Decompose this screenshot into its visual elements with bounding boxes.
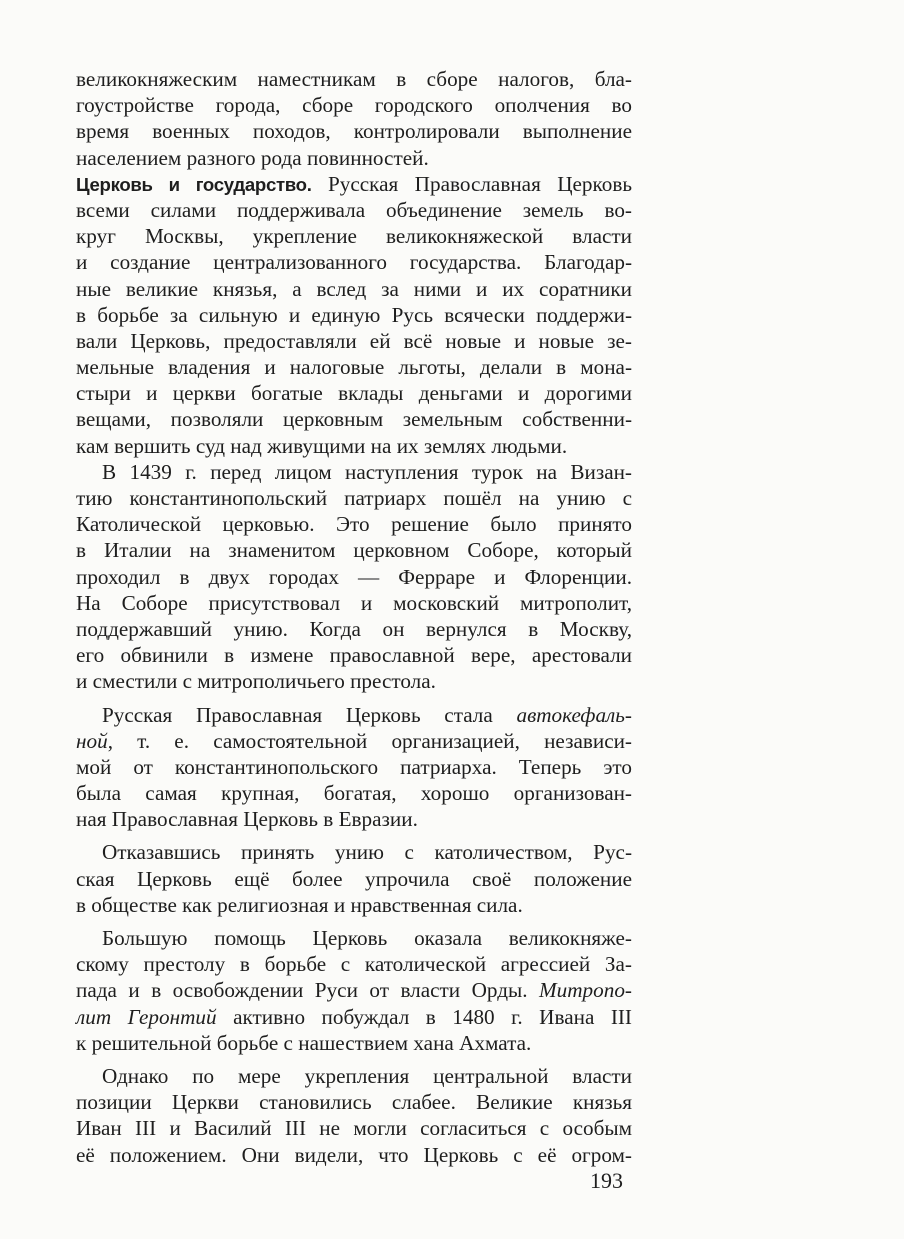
- text-line: [76, 728, 632, 754]
- text-line: стыри и церкви богатые вклады деньгами и дорогими: [76, 381, 632, 406]
- text-line: её положением. Они видели, что Церковь с её огром-: [76, 1142, 632, 1167]
- text-line: ные великие князья, а вслед за ними и их соратники: [76, 276, 632, 301]
- page-body: [76, 66, 632, 1168]
- text-line: Однако по мере укрепления центральной власти: [102, 1063, 632, 1088]
- text-line: [76, 1004, 632, 1030]
- text-line: [76, 171, 632, 197]
- text-line: скому престолу в борьбе с католической агрессией За-: [76, 952, 632, 977]
- text-fragment: , т. е. самостоятельной организацией, независи-: [107, 728, 632, 753]
- text-line: круг Москвы, укрепление великокняжеской власти: [76, 224, 632, 249]
- text-line: Большую помощь Церковь оказала великокняже-: [102, 926, 632, 950]
- section-heading: Церковь и государство.: [76, 173, 312, 195]
- text-line: в Италии на знаменитом церковном Соборе, который: [76, 538, 632, 563]
- text-line: позиции Церкви становились слабее. Великие князья: [76, 1090, 632, 1115]
- text-line: проходил в двух городах — Ферраре и Флоренции.: [76, 564, 632, 589]
- text-line: ская Церковь ещё более упрочила своё положение: [76, 866, 632, 891]
- paragraph: [76, 839, 632, 918]
- text-line: кам вершить суд над живущими на их землях людьми.: [76, 433, 568, 458]
- text-line: и сместили с митрополичьего престола.: [76, 669, 436, 694]
- text-line: Иван III и Василий III не могли согласиться с особым: [76, 1116, 632, 1141]
- text-fragment: Русская Православная Церковь: [311, 171, 632, 196]
- text-line: ная Православная Церковь в Евразии.: [76, 807, 418, 832]
- text-line: вали Церковь, предоставляли ей всё новые и новые зе-: [76, 328, 632, 353]
- text-line: Католической церковью. Это решение было принято: [76, 512, 632, 537]
- paragraph: [76, 702, 632, 833]
- text-line: великокняжеским наместникам в сборе налогов, бла-: [76, 67, 632, 91]
- text-line: мой от константинопольского патриарха. Теперь это: [76, 754, 632, 779]
- paragraph: [76, 459, 632, 695]
- text-fragment: Русская Православная Церковь стала: [102, 702, 517, 727]
- paragraph: [76, 66, 632, 171]
- text-line: [76, 702, 632, 728]
- italic-term: ной: [76, 728, 108, 753]
- text-line: тию константинопольский патриарх пошёл на унию с: [76, 486, 632, 510]
- paragraph: [76, 171, 632, 459]
- text-line: всеми силами поддерживала объединение земель во-: [76, 197, 632, 222]
- italic-term: лит Геронтий: [76, 1004, 217, 1029]
- text-line: его обвинили в измене православной вере, арестовали: [76, 643, 632, 668]
- text-line: населением разного рода повинностей.: [76, 145, 429, 170]
- text-line: в борьбе за сильную и единую Русь всячески поддержи-: [76, 302, 632, 327]
- text-line: вещами, позволяли церковным земельным собственни-: [76, 407, 632, 432]
- text-fragment: активно побуждал в 1480 г. Ивана III: [216, 1004, 632, 1029]
- italic-term: автокефаль-: [516, 702, 632, 727]
- text-line: в обществе как религиозная и нравственная сила.: [76, 892, 523, 917]
- text-line: Отказавшись принять унию с католичеством, Рус-: [102, 840, 632, 865]
- text-fragment: пада и в освобождении Руси от власти Орды.: [76, 978, 540, 1003]
- page-number: 193: [590, 1168, 623, 1193]
- text-line: была самая крупная, богатая, хорошо организован-: [76, 781, 632, 806]
- text-line: гоустройстве города, сборе городского ополчения во: [76, 93, 632, 118]
- text-line: мельные владения и налоговые льготы, делали в мона-: [76, 355, 632, 380]
- paragraph: [76, 925, 632, 1056]
- text-line: время военных походов, контролировали выполнение: [76, 119, 632, 144]
- text-line: В 1439 г. перед лицом наступления турок на Визан-: [102, 459, 632, 484]
- italic-term: Митропо-: [539, 978, 632, 1003]
- text-line: [76, 977, 632, 1003]
- text-line: и создание централизованного государства. Благодар-: [76, 250, 632, 275]
- text-line: На Соборе присутствовал и московский митрополит,: [76, 590, 632, 615]
- paragraph: [76, 1063, 632, 1168]
- text-line: поддержавший унию. Когда он вернулся в Москву,: [76, 616, 632, 641]
- text-line: к решительной борьбе с нашествием хана Ахмата.: [76, 1030, 532, 1055]
